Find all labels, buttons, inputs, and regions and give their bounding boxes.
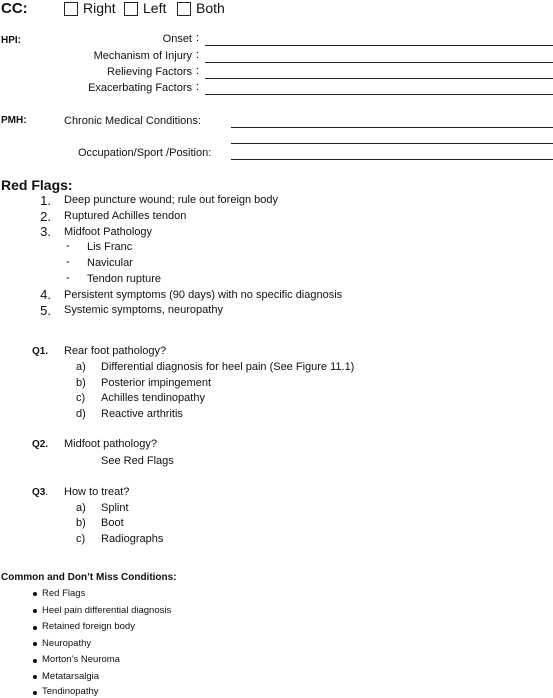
chronic-conditions-line[interactable] bbox=[231, 127, 553, 128]
condition-item: Tendinopathy bbox=[42, 686, 99, 697]
both-option-label: Both bbox=[196, 0, 225, 16]
relieving-line[interactable] bbox=[205, 78, 553, 79]
left-checkbox[interactable] bbox=[124, 2, 138, 16]
mechanism-label: Mechanism of Injury bbox=[93, 50, 192, 62]
question-number: Q2. bbox=[32, 439, 49, 450]
condition-item: Metatarsalgia bbox=[42, 671, 100, 682]
bullet-icon bbox=[33, 626, 37, 630]
bullet-icon bbox=[33, 659, 37, 663]
onset-line[interactable] bbox=[205, 45, 553, 46]
cc-label: CC: bbox=[1, 0, 28, 17]
condition-item: Neuropathy bbox=[42, 638, 92, 649]
answer-letter: a) bbox=[76, 361, 86, 373]
exacerbating-line[interactable] bbox=[205, 94, 553, 95]
bullet-icon bbox=[33, 691, 37, 695]
condition-item: Heel pain differential diagnosis bbox=[42, 605, 172, 616]
answer-text: Reactive arthritis bbox=[101, 408, 183, 420]
red-flag-num: 3. bbox=[40, 224, 51, 239]
answer-text: Differential diagnosis for heel pain (See Figure 11.1) bbox=[101, 361, 355, 373]
chronic-conditions-line-2[interactable] bbox=[231, 143, 553, 144]
right-checkbox[interactable] bbox=[64, 2, 78, 16]
condition-item: Morton’s Neuroma bbox=[42, 654, 120, 665]
condition-item: Retained foreign body bbox=[42, 621, 135, 632]
red-flag-item: Systemic symptoms, neuropathy bbox=[64, 304, 223, 316]
relieving-label: Relieving Factors bbox=[107, 66, 192, 78]
red-flag-item: Midfoot Pathology bbox=[64, 226, 153, 238]
onset-label: Onset bbox=[162, 33, 192, 45]
bullet-icon bbox=[33, 675, 37, 679]
red-flag-num: 2. bbox=[40, 209, 51, 224]
bullet-icon bbox=[33, 609, 37, 613]
answer-text: Posterior impingement bbox=[101, 377, 212, 389]
answer-letter: d) bbox=[76, 408, 86, 420]
hpi-label: HPI: bbox=[1, 35, 21, 46]
mechanism-colon: : bbox=[196, 49, 200, 61]
answer-letter: b) bbox=[76, 517, 86, 529]
occupation-line[interactable] bbox=[231, 159, 553, 160]
answer-text: Radiographs bbox=[101, 533, 164, 545]
midfoot-sub-item: Tendon rupture bbox=[87, 273, 161, 285]
both-checkbox[interactable] bbox=[177, 2, 191, 16]
condition-item: Red Flags bbox=[42, 588, 86, 599]
red-flag-num: 4. bbox=[40, 287, 51, 302]
pmh-label: PMH: bbox=[1, 115, 27, 126]
chronic-conditions-label: Chronic Medical Conditions: bbox=[64, 115, 201, 127]
midfoot-sub-item: Lis Franc bbox=[87, 241, 133, 253]
midfoot-sub-item: Navicular bbox=[87, 257, 133, 269]
question-text: Rear foot pathology? bbox=[64, 345, 167, 357]
answer-letter: b) bbox=[76, 377, 86, 389]
question-text: How to treat? bbox=[64, 486, 130, 498]
bullet-icon bbox=[33, 592, 37, 596]
right-option-label: Right bbox=[83, 0, 116, 16]
question-number: Q3. bbox=[32, 487, 49, 498]
red-flag-item: Deep puncture wound; rule out foreign body bbox=[64, 194, 279, 206]
question-text: Midfoot pathology? bbox=[64, 438, 157, 450]
red-flag-num: 5. bbox=[40, 303, 51, 318]
question-number: Q1. bbox=[32, 346, 49, 357]
red-flag-num: 1. bbox=[40, 193, 51, 208]
bullet-icon bbox=[33, 642, 37, 646]
answer-letter: c) bbox=[76, 533, 86, 545]
answer-letter: a) bbox=[76, 502, 86, 514]
conditions-title: Common and Don’t Miss Conditions: bbox=[1, 572, 177, 583]
sub-item-dash: - bbox=[66, 256, 70, 268]
occupation-label: Occupation/Sport /Position: bbox=[78, 147, 212, 159]
sub-item-dash: - bbox=[66, 272, 70, 284]
red-flag-item: Persistent symptoms (90 days) with no specific diagnosis bbox=[64, 289, 343, 301]
exacerbating-label: Exacerbating Factors bbox=[88, 82, 192, 94]
answer-text: Splint bbox=[101, 502, 129, 514]
mechanism-line[interactable] bbox=[205, 62, 553, 63]
red-flag-item: Ruptured Achilles tendon bbox=[64, 210, 187, 222]
sub-item-dash: - bbox=[66, 240, 70, 252]
exacerbating-colon: : bbox=[196, 81, 200, 93]
onset-colon: : bbox=[196, 32, 200, 44]
left-option-label: Left bbox=[143, 0, 167, 16]
red-flags-title: Red Flags: bbox=[1, 177, 73, 193]
question-note: See Red Flags bbox=[101, 455, 174, 467]
answer-letter: c) bbox=[76, 392, 86, 404]
answer-text: Achilles tendinopathy bbox=[101, 392, 205, 404]
relieving-colon: : bbox=[196, 65, 200, 77]
answer-text: Boot bbox=[101, 517, 124, 529]
